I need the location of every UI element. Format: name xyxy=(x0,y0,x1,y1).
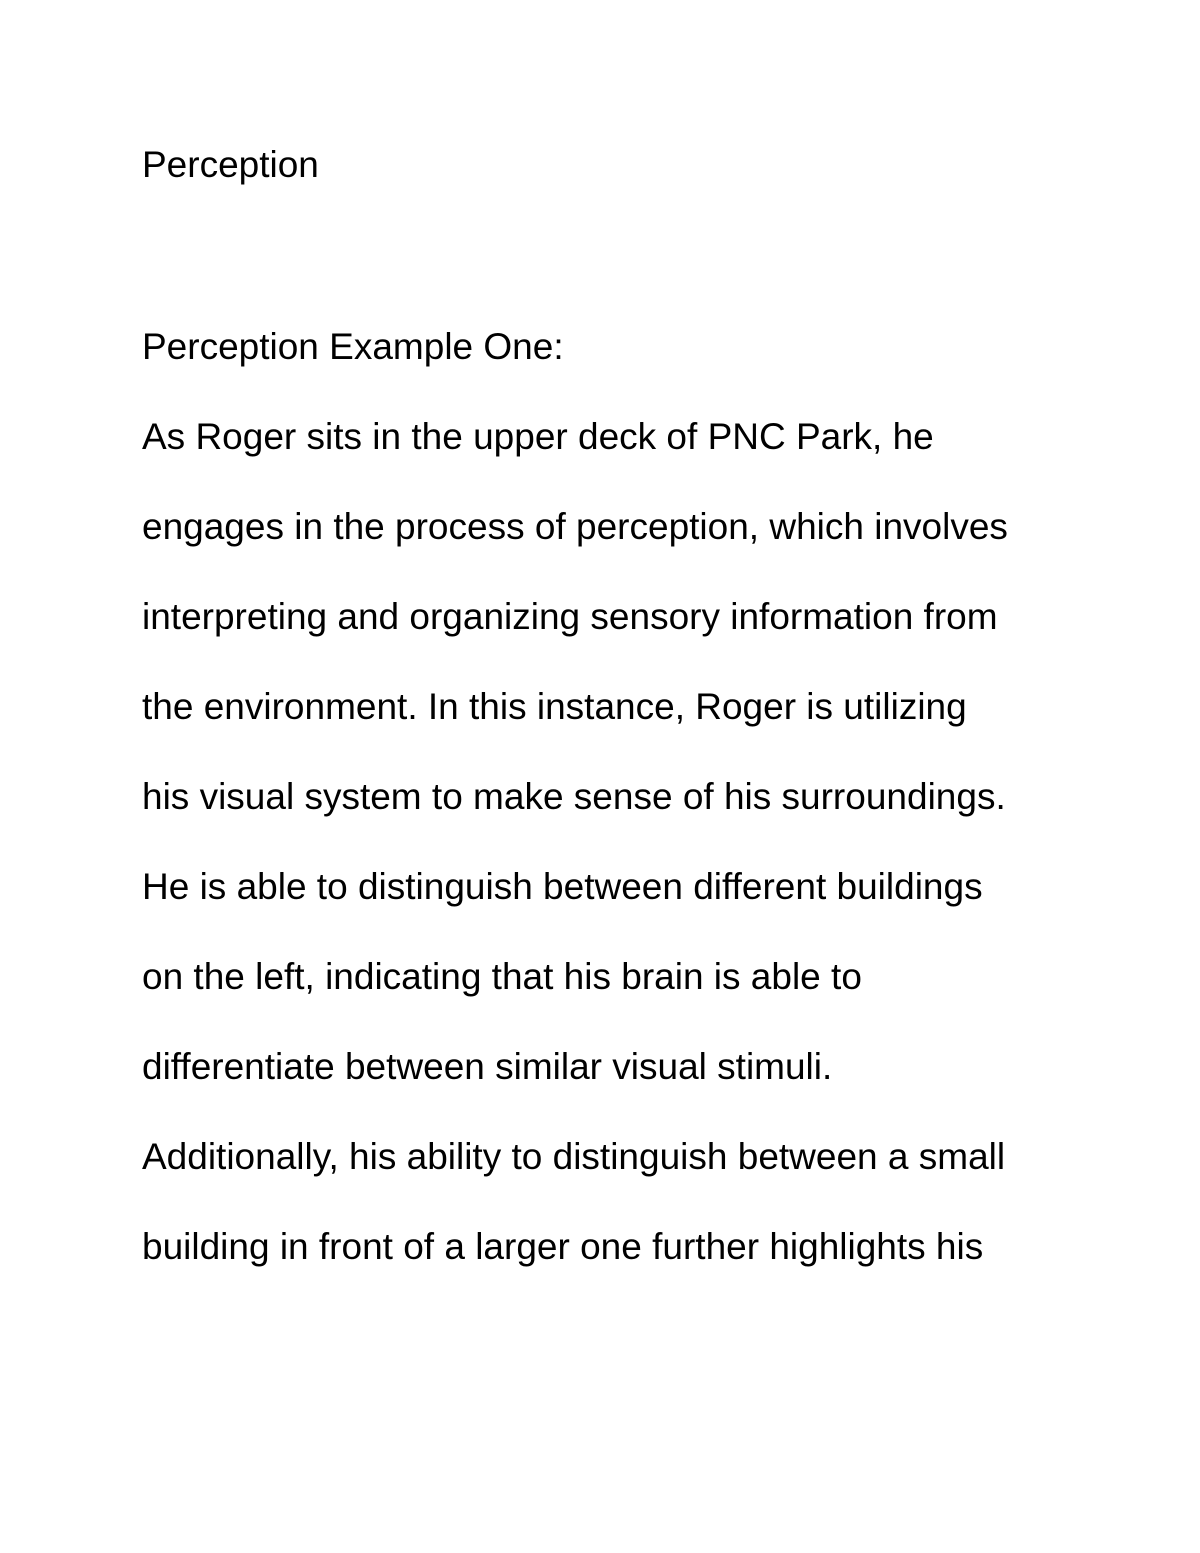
paragraph-line: As Roger sits in the upper deck of PNC Park, he xyxy=(142,416,934,457)
paragraph-line: building in front of a larger one further highlights his xyxy=(142,1226,984,1267)
body-paragraph xyxy=(142,412,1008,1312)
document-title: Perception xyxy=(142,144,319,185)
paragraph-line: He is able to distinguish between different buildings xyxy=(142,866,983,907)
paragraph-line: engages in the process of perception, which involves xyxy=(142,506,1008,547)
paragraph-line: on the left, indicating that his brain is able to xyxy=(142,956,862,997)
section-heading: Perception Example One: xyxy=(142,326,564,367)
paragraph-line: differentiate between similar visual stimuli. xyxy=(142,1046,833,1087)
paragraph-line: Additionally, his ability to distinguish between a small xyxy=(142,1136,1006,1177)
paragraph-line: his visual system to make sense of his surroundings. xyxy=(142,776,1006,817)
paragraph-line: the environment. In this instance, Roger is utilizing xyxy=(142,686,967,727)
paragraph-line: interpreting and organizing sensory information from xyxy=(142,596,998,637)
